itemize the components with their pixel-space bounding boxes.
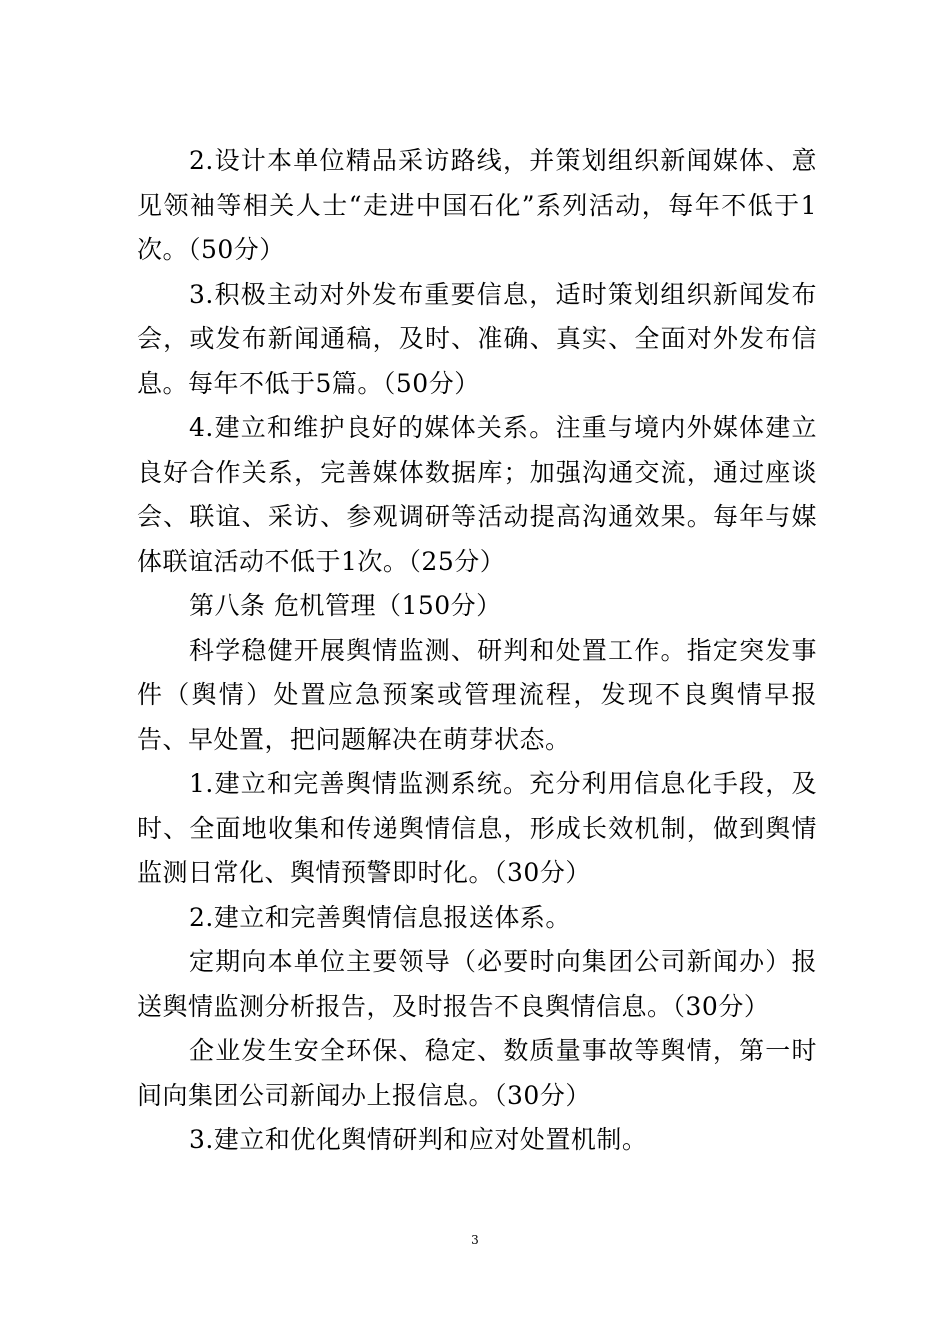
document-body (137, 139, 817, 1163)
paragraph-item-2-reporting: 2.建立和完善舆情信息报送体系。 (189, 902, 571, 932)
paragraph-item-3-mechanism: 3.建立和优化舆情研判和应对处置机制。 (189, 1125, 648, 1154)
paragraph-item-1-monitoring: 1.建立和完善舆情监测系统。充分利用信息化手段，及时、全面地收集和传递舆情信息，形成长效机制，做到舆情监测日常化、舆情预警即时化。（30分） (137, 769, 817, 887)
paragraph-item-4: 4.建立和维护良好的媒体关系。注重与境内外媒体建立良好合作关系，完善媒体数据库；加强沟通交流，通过座谈会、联谊、采访、参观调研等活动提高沟通效果。每年与媒体联谊活动不低于1次。（25分） (137, 413, 817, 576)
paragraph-reporting-detail: 定期向本单位主要领导（必要时向集团公司新闻办）报送舆情监测分析报告，及时报告不良舆情信息。（30分） (137, 947, 817, 1021)
section-intro-paragraph: 科学稳健开展舆情监测、研判和处置工作。指定突发事件（舆情）处置应急预案或管理流程，发现不良舆情早报告、早处置，把问题解决在萌芽状态。 (137, 635, 817, 754)
paragraph-item-3: 3.积极主动对外发布重要信息，适时策划组织新闻发布会，或发布新闻通稿，及时、准确、真实、全面对外发布信息。每年不低于5篇。（50分） (137, 279, 817, 398)
section-heading-article-8: 第八条 危机管理（150分） (189, 591, 502, 620)
paragraph-incident-reporting: 企业发生安全环保、稳定、数质量事故等舆情，第一时间向集团公司新闻办上报信息。（30分） (137, 1036, 817, 1110)
paragraph-item-2: 2.设计本单位精品采访路线，并策划组织新闻媒体、意见领袖等相关人士“走进中国石化”系列活动，每年不低于1次。（50分） (137, 146, 817, 264)
page-number: 3 (471, 1233, 479, 1247)
